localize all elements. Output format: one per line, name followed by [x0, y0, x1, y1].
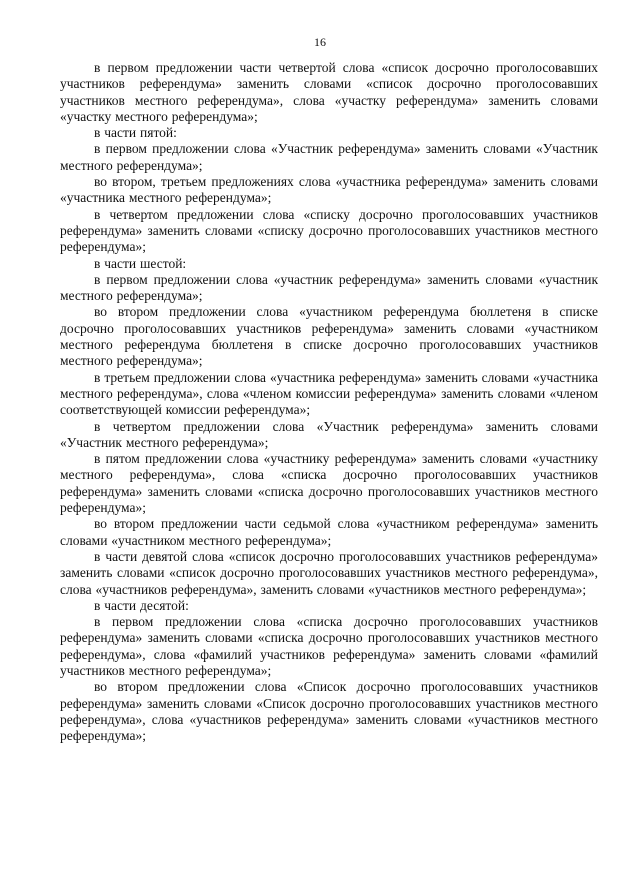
- paragraph: во втором, третьем предложениях слова «участника референдума» заменить словами «участника местного референдума»;: [60, 174, 598, 206]
- paragraph: в пятом предложении слова «участнику референдума» заменить словами «участнику местного референдума», слова «списка досрочно проголосовавших участников референдума» заменить словами «списка досрочно проголосовавших участников местного референдума»;: [60, 451, 598, 516]
- paragraph: в части десятой:: [94, 597, 189, 613]
- paragraph: в первом предложении слова «Участник референдума» заменить словами «Участник местного референдума»;: [60, 141, 598, 173]
- paragraph: во втором предложении слова «участником референдума бюллетеня в списке досрочно проголосовавших участников референдума» заменить словами «участником местного референдума бюллетеня в списке досрочно проголосовавших участников местного референдума»;: [60, 304, 598, 369]
- document-body: [60, 60, 598, 744]
- paragraph: в части пятой:: [94, 125, 177, 141]
- paragraph: в третьем предложении слова «участника референдума» заменить словами «участника местного референдума», слова «членом комиссии референдума» заменить словами «членом соответствующей комиссии референдума»;: [60, 369, 598, 418]
- paragraph: в первом предложении слова «списка досрочно проголосовавших участников референдума» заменить словами «списка досрочно проголосовавших участников местного референдума», слова «фамилий участников референдума» заменить словами «фамилий участников местного референдума»;: [60, 614, 598, 678]
- paragraph: в четвертом предложении слова «списку досрочно проголосовавших участников референдума» заменить словами «списку досрочно проголосовавших участников местного референдума»;: [60, 206, 598, 255]
- paragraph: во втором предложении части седьмой слова «участником референдума» заменить словами «участником местного референдума»;: [60, 516, 598, 548]
- paragraph: в первом предложении слова «участник референдума» заменить словами «участник местного референдума»;: [60, 271, 598, 304]
- paragraph: в первом предложении части четвертой слова «список досрочно проголосовавших участников референдума» заменить словами «список досрочно проголосовавших участников местного референдума», слова «участку референдума» заменить словами «участку местного референдума»;: [60, 60, 598, 124]
- paragraph: в четвертом предложении слова «Участник референдума» заменить словами «Участник местного референдума»;: [60, 418, 598, 450]
- paragraph: в части шестой:: [94, 255, 187, 271]
- paragraph: во втором предложении слова «Список досрочно проголосовавших участников референдума» заменить словами «Список досрочно проголосовавших участников местного референдума», слова «участников референдума» заменить словами «участников местного референдума»;: [60, 679, 598, 744]
- paragraph: в части девятой слова «список досрочно проголосовавших участников референдума» заменить словами «список досрочно проголосовавших участников местного референдума», слова «участников референдума», заменить словами «участников местного референдума»;: [60, 548, 598, 597]
- page-number: 16: [314, 35, 326, 49]
